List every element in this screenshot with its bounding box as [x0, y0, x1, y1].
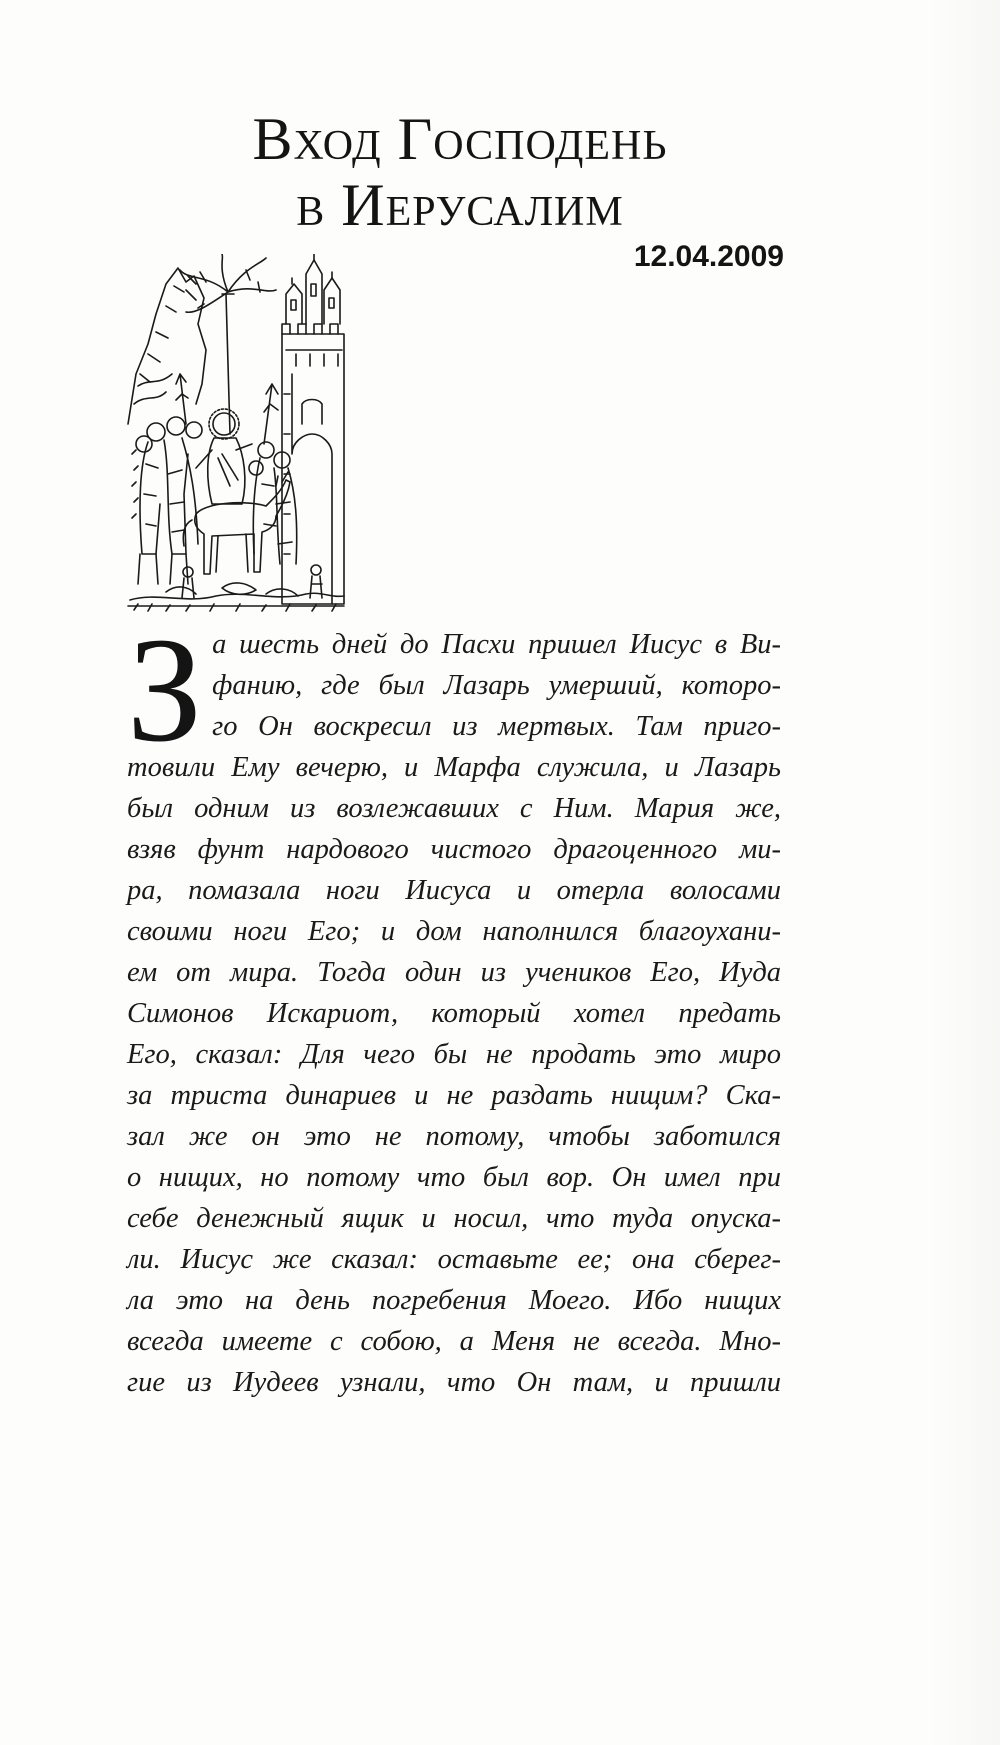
text-line: ли. Иисус же сказал: оставьте ее; она сберег-: [127, 1244, 781, 1275]
engraving-icon: [126, 254, 346, 614]
page-edge-shadow: [930, 0, 1000, 1745]
text-line: товили Ему вечерю, и Марфа служила, и Лазарь: [127, 752, 781, 783]
text-line: зал же он это не потому, чтобы заботился: [127, 1121, 781, 1152]
text-line: фанию, где был Лазарь умерший, которо-: [212, 670, 781, 701]
text-line: а шесть дней до Пасхи пришел Иисус в Ви-: [212, 629, 781, 660]
text-line: за триста динариев и не раздать нищим? Ска-: [127, 1080, 781, 1111]
article-body: [127, 607, 781, 1403]
chapter-title-line-1: Вход Господень: [252, 106, 668, 172]
text-line: гие из Иудеев узнали, что Он там, и пришли: [127, 1367, 781, 1398]
chapter-title-line-2: в Иерусалим: [296, 172, 624, 238]
paragraph: [127, 607, 781, 1403]
text-line: ем от мира. Тогда один из учеников Его, Иуда: [127, 957, 781, 988]
text-line: го Он воскресил из мертвых. Там приго-: [212, 711, 781, 742]
chapter-title: [140, 106, 780, 238]
text-line: ра, помазала ноги Иисуса и отерла волосами: [127, 875, 781, 906]
text-line: своими ноги Его; и дом наполнился благоухани-: [127, 916, 781, 947]
text-line: всегда имеете с собою, а Меня не всегда. Мно-: [127, 1326, 781, 1357]
text-line: ла это на день погребения Моего. Ибо нищих: [127, 1285, 781, 1316]
text-line: Симонов Искариот, который хотел предать: [127, 998, 781, 1029]
text-line: взяв фунт нардового чистого драгоценного ми-: [127, 834, 781, 865]
chapter-date: 12.04.2009: [633, 240, 784, 273]
text-line: себе денежный ящик и носил, что туда опуска-: [127, 1203, 781, 1234]
drop-cap: З: [127, 607, 203, 773]
text-line: Его, сказал: Для чего бы не продать это миро: [127, 1039, 781, 1070]
text-line: о нищих, но потому что был вор. Он имел при: [127, 1162, 781, 1193]
text-line: был одним из возлежавших с Ним. Мария же,: [127, 793, 781, 824]
